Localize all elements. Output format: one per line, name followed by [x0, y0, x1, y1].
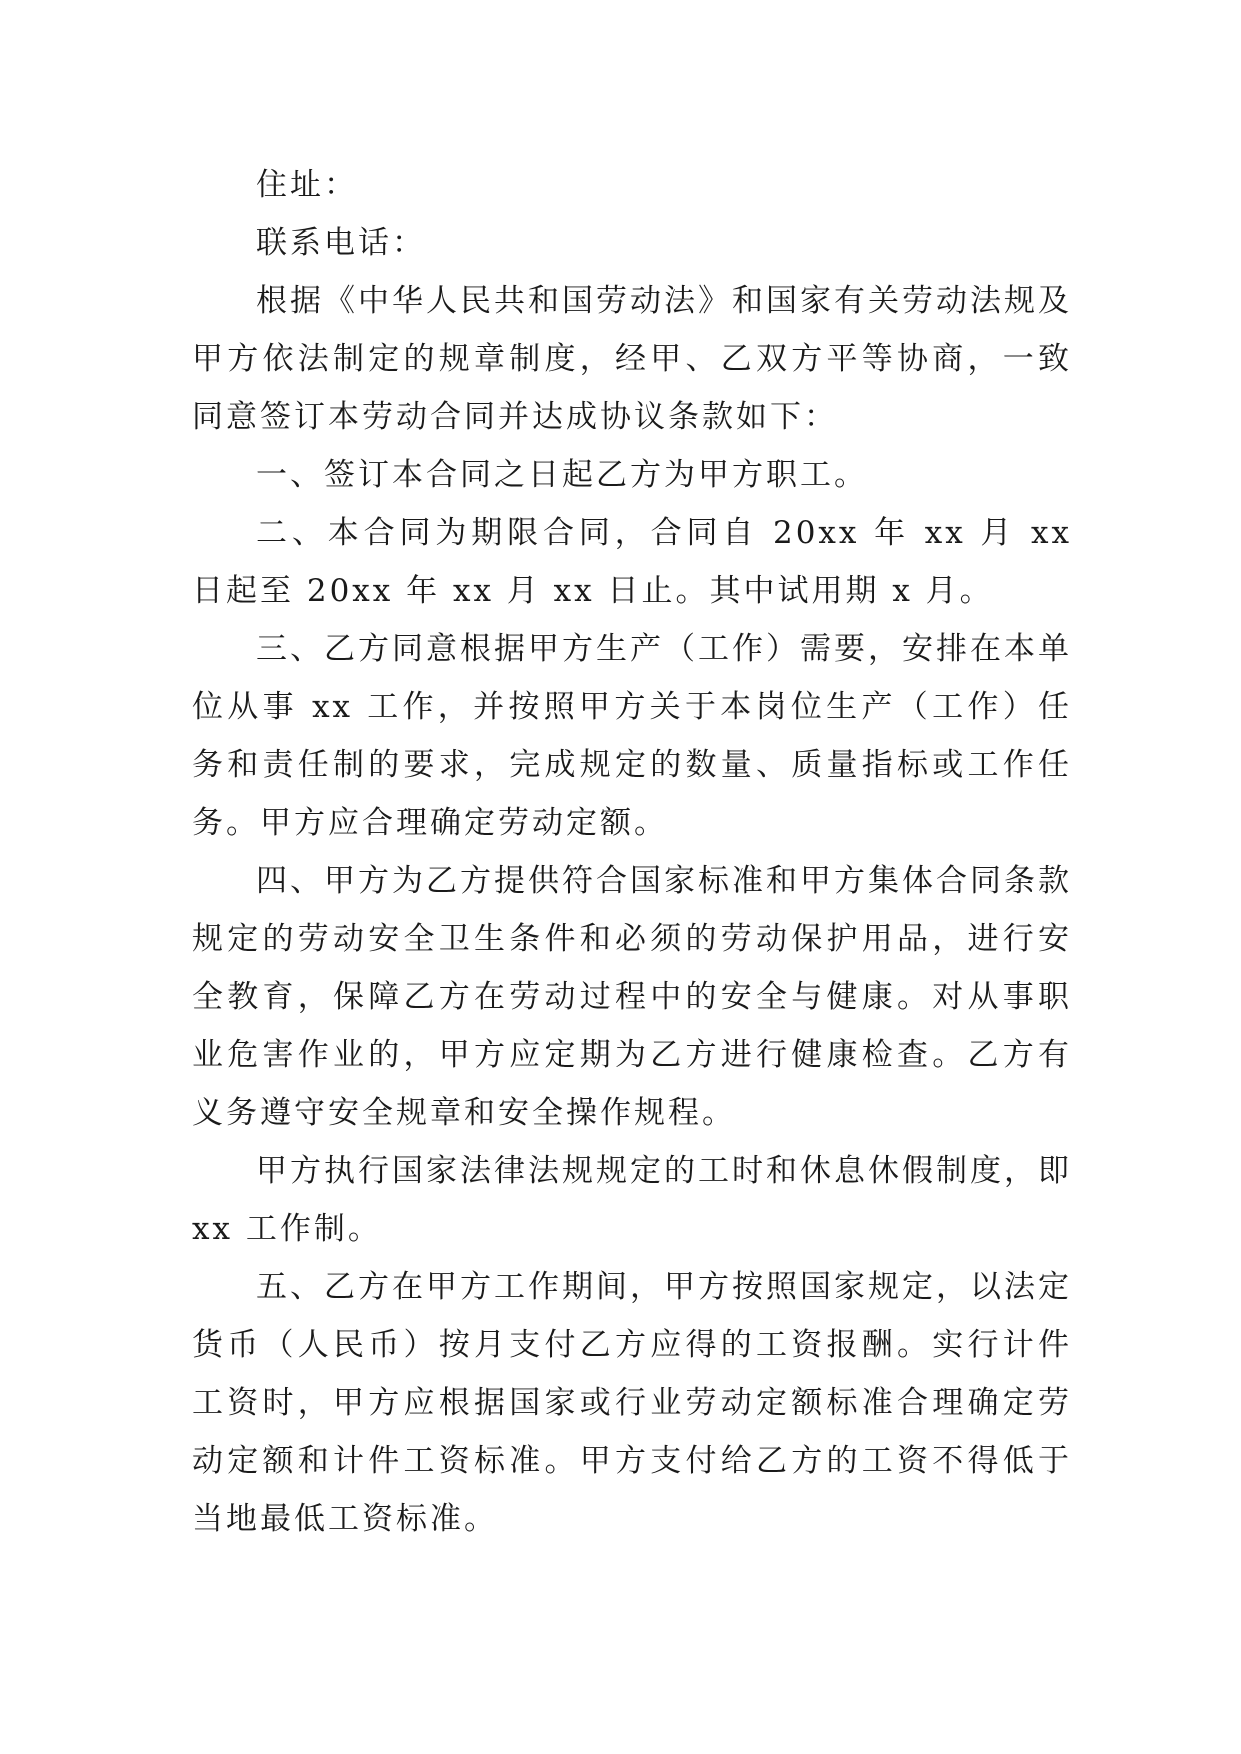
clause-3: 三、乙方同意根据甲方生产（工作）需要，安排在本单位从事 xx 工作，并按照甲方关于本岗位生产（工作）任务和责任制的要求，完成规定的数量、质量指标或工作任务。甲方应合理确定劳动定额。 [192, 631, 1072, 841]
clause-1: 一、签订本合同之日起乙方为甲方职工。 [256, 457, 868, 493]
phone-line: 联系电话： [256, 225, 426, 261]
clause-4: 四、甲方为乙方提供符合国家标准和甲方集体合同条款规定的劳动安全卫生条件和必须的劳动保护用品，进行安全教育，保障乙方在劳动过程中的安全与健康。对从事职业危害作业的，甲方应定期为乙方进行健康检查。乙方有义务遵守安全规章和安全操作规程。 [192, 863, 1072, 1131]
contract-preamble: 根据《中华人民共和国劳动法》和国家有关劳动法规及甲方依法制定的规章制度，经甲、乙双方平等协商，一致同意签订本劳动合同并达成协议条款如下： [192, 283, 1072, 435]
address-line: 住址： [256, 167, 358, 203]
clause-2: 二、本合同为期限合同，合同自 20xx 年 xx 月 xx 日起至 20xx 年 xx 月 xx 日止。其中试用期 x 月。 [192, 515, 1072, 609]
clause-4-working-hours: 甲方执行国家法律法规规定的工时和休息休假制度，即 xx 工作制。 [192, 1153, 1072, 1247]
clause-5: 五、乙方在甲方工作期间，甲方按照国家规定，以法定货币（人民币）按月支付乙方应得的工资报酬。实行计件工资时，甲方应根据国家或行业劳动定额标准合理确定劳动定额和计件工资标准。甲方支付给乙方的工资不得低于当地最低工资标准。 [192, 1269, 1072, 1537]
document-body [192, 156, 1072, 1548]
